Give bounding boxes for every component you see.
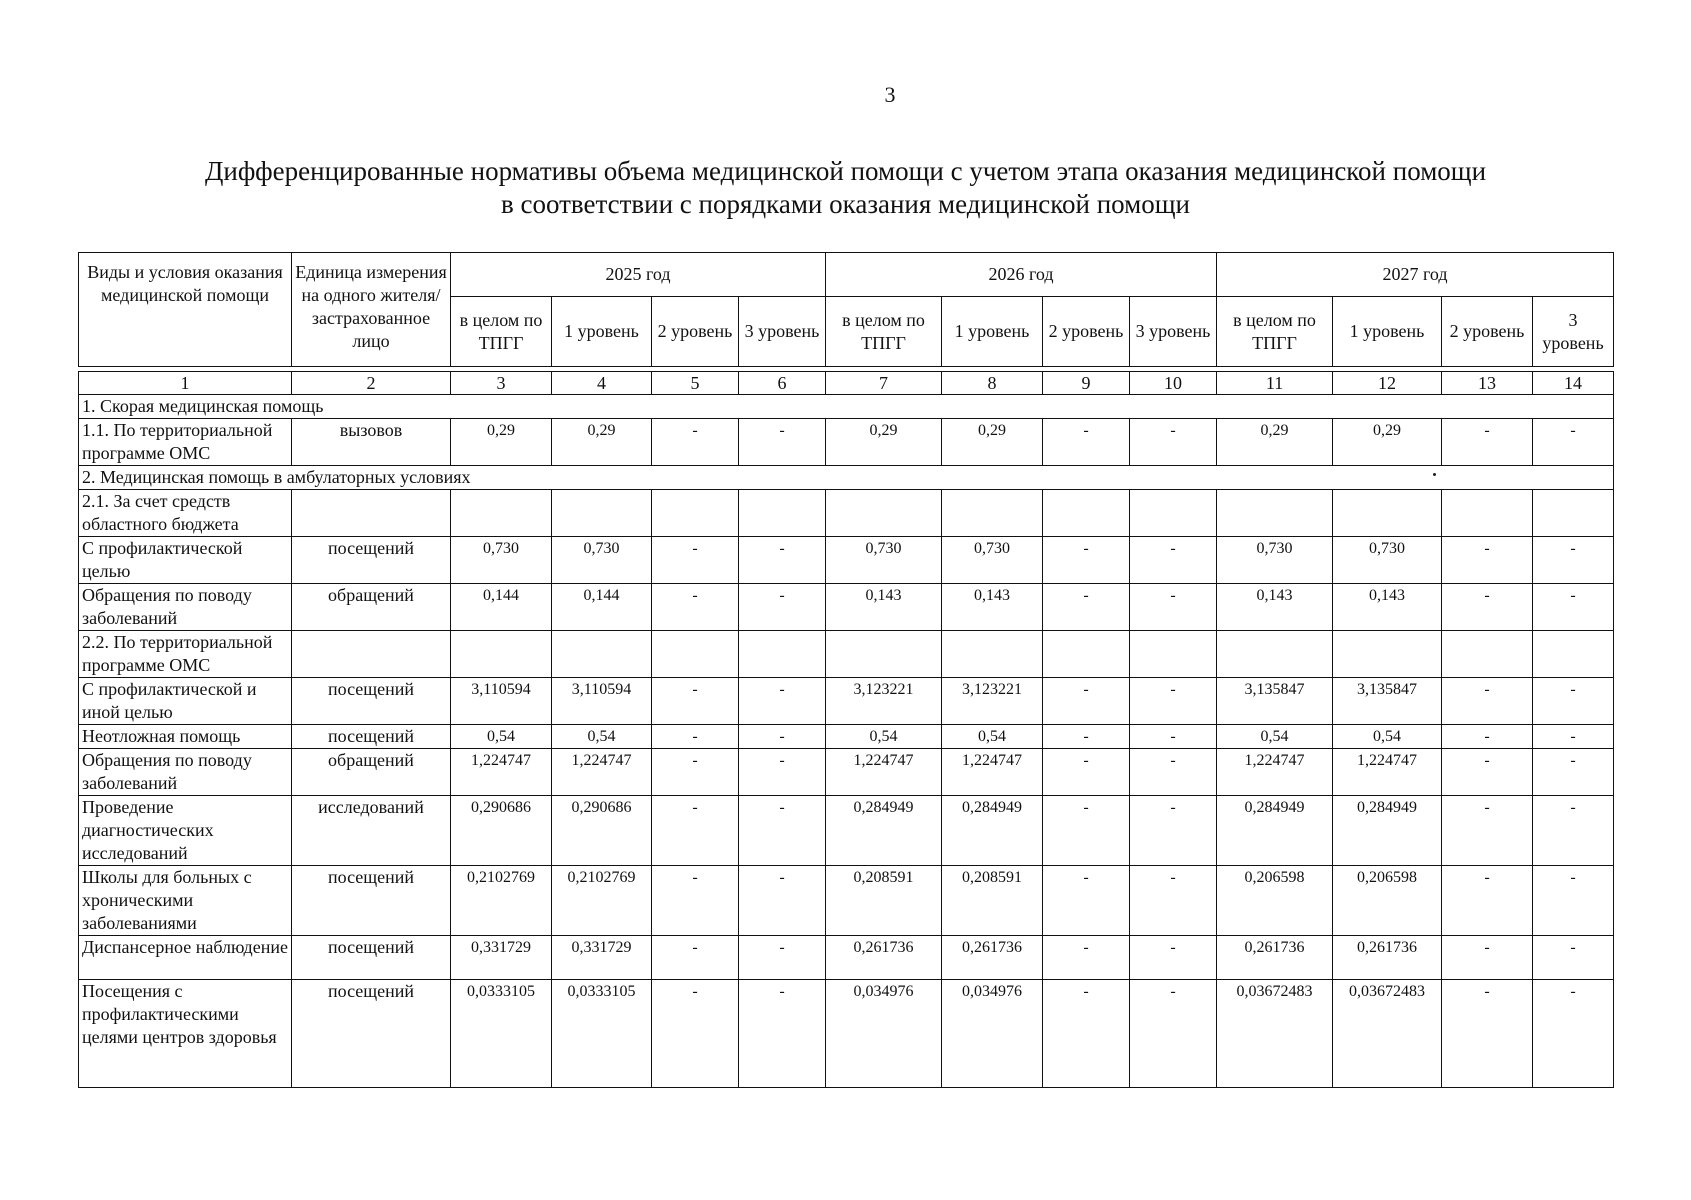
value-cell: -	[1130, 584, 1217, 631]
value-cell: -	[1442, 936, 1533, 980]
table-row	[79, 749, 1614, 796]
value-cell: -	[739, 980, 826, 1088]
table-row	[79, 419, 1614, 466]
header-year-2026: 2026 год	[826, 253, 1217, 297]
row-label: Обращения по поводу заболеваний	[79, 584, 292, 631]
value-cell: -	[1533, 936, 1614, 980]
value-cell: -	[1043, 537, 1130, 584]
value-cell: 1,224747	[1333, 749, 1442, 796]
value-cell: 0,143	[1333, 584, 1442, 631]
value-cell: -	[1130, 537, 1217, 584]
value-cell: 0,284949	[1217, 796, 1333, 866]
value-cell: -	[1442, 980, 1533, 1088]
table-row	[79, 678, 1614, 725]
value-cell: 0,284949	[1333, 796, 1442, 866]
value-cell	[826, 490, 942, 537]
row-label: Школы для больных с хроническими заболеваниями	[79, 866, 292, 936]
value-cell: 0,261736	[826, 936, 942, 980]
value-cell	[1217, 631, 1333, 678]
value-cell: -	[1130, 796, 1217, 866]
value-cell: -	[1442, 866, 1533, 936]
header-row-years	[79, 253, 1614, 297]
row-unit: посещений	[292, 980, 451, 1088]
header-sub: 1 уровень	[942, 297, 1043, 367]
value-cell: 3,123221	[826, 678, 942, 725]
value-cell	[652, 631, 739, 678]
value-cell: -	[1043, 936, 1130, 980]
table-container	[78, 252, 1613, 1088]
header-sub: в целом по ТПГГ	[826, 297, 942, 367]
value-cell: 0,54	[1333, 725, 1442, 749]
column-number: 13	[1442, 372, 1533, 395]
value-cell: -	[1130, 749, 1217, 796]
value-cell	[451, 490, 552, 537]
value-cell	[1533, 490, 1614, 537]
column-number: 3	[451, 372, 552, 395]
value-cell: 0,331729	[552, 936, 652, 980]
value-cell	[451, 631, 552, 678]
row-unit: исследований	[292, 796, 451, 866]
value-cell: 3,110594	[451, 678, 552, 725]
header-sub: 1 уровень	[1333, 297, 1442, 367]
row-label: Диспансерное наблюдение	[79, 936, 292, 980]
value-cell: 0,2102769	[451, 866, 552, 936]
table-row	[79, 725, 1614, 749]
row-label: С профилактической и иной целью	[79, 678, 292, 725]
value-cell: -	[652, 749, 739, 796]
value-cell	[1130, 631, 1217, 678]
value-cell: 0,54	[552, 725, 652, 749]
value-cell: 0,143	[1217, 584, 1333, 631]
column-number: 7	[826, 372, 942, 395]
value-cell: 3,123221	[942, 678, 1043, 725]
value-cell: -	[1533, 419, 1614, 466]
row-unit: посещений	[292, 866, 451, 936]
value-cell: -	[652, 980, 739, 1088]
column-numbers-row	[79, 372, 1614, 395]
value-cell: 0,54	[1217, 725, 1333, 749]
value-cell: -	[739, 537, 826, 584]
value-cell: 0,29	[942, 419, 1043, 466]
value-cell	[1333, 631, 1442, 678]
value-cell: -	[652, 678, 739, 725]
table-row	[79, 936, 1614, 980]
value-cell: -	[1533, 725, 1614, 749]
table-row	[79, 796, 1614, 866]
value-cell: -	[739, 678, 826, 725]
value-cell: -	[739, 796, 826, 866]
column-number: 12	[1333, 372, 1442, 395]
value-cell: 1,224747	[451, 749, 552, 796]
value-cell	[942, 631, 1043, 678]
value-cell: 1,224747	[552, 749, 652, 796]
row-label: Проведение диагностических исследований	[79, 796, 292, 866]
value-cell: -	[652, 796, 739, 866]
value-cell: -	[1533, 584, 1614, 631]
value-cell: -	[1442, 678, 1533, 725]
value-cell: 0,54	[942, 725, 1043, 749]
value-cell: 0,261736	[1333, 936, 1442, 980]
row-unit	[292, 631, 451, 678]
value-cell: 0,730	[1217, 537, 1333, 584]
value-cell: -	[1043, 866, 1130, 936]
value-cell: 0,034976	[942, 980, 1043, 1088]
value-cell: 3,135847	[1217, 678, 1333, 725]
row-unit	[292, 490, 451, 537]
value-cell: -	[739, 584, 826, 631]
value-cell: 0,143	[826, 584, 942, 631]
title-line-2: в соответствии с порядками оказания медицинской помощи	[501, 189, 1190, 219]
value-cell: -	[739, 749, 826, 796]
value-cell	[552, 490, 652, 537]
column-number: 9	[1043, 372, 1130, 395]
value-cell: 1,224747	[1217, 749, 1333, 796]
value-cell: 0,29	[826, 419, 942, 466]
table-row	[79, 631, 1614, 678]
value-cell: 0,2102769	[552, 866, 652, 936]
section-row	[79, 466, 1614, 490]
header-sub: 3 уровень	[1533, 297, 1614, 367]
row-label: Посещения с профилактическими целями центров здоровья	[79, 980, 292, 1088]
value-cell: -	[1043, 980, 1130, 1088]
row-label: 2.2. По территориальной программе ОМС	[79, 631, 292, 678]
section-label: 2. Медицинская помощь в амбулаторных условиях	[79, 466, 1614, 490]
column-number: 6	[739, 372, 826, 395]
row-unit: посещений	[292, 678, 451, 725]
value-cell: 0,208591	[942, 866, 1043, 936]
value-cell: 0,730	[552, 537, 652, 584]
value-cell: -	[1533, 796, 1614, 866]
value-cell: 0,261736	[1217, 936, 1333, 980]
value-cell: 0,29	[451, 419, 552, 466]
value-cell: 3,110594	[552, 678, 652, 725]
value-cell: 3,135847	[1333, 678, 1442, 725]
value-cell: -	[1533, 678, 1614, 725]
value-cell: 0,144	[552, 584, 652, 631]
value-cell: 0,290686	[552, 796, 652, 866]
scan-speck	[1433, 473, 1436, 476]
value-cell	[1217, 490, 1333, 537]
value-cell: -	[1130, 725, 1217, 749]
header-year-2025: 2025 год	[451, 253, 826, 297]
value-cell	[1043, 631, 1130, 678]
section-row	[79, 395, 1614, 419]
value-cell: -	[1130, 866, 1217, 936]
value-cell: -	[652, 866, 739, 936]
value-cell: 0,284949	[942, 796, 1043, 866]
value-cell: 0,54	[451, 725, 552, 749]
value-cell: 1,224747	[942, 749, 1043, 796]
value-cell: -	[652, 936, 739, 980]
row-unit: посещений	[292, 725, 451, 749]
value-cell: 0,034976	[826, 980, 942, 1088]
column-number: 5	[652, 372, 739, 395]
row-label: 1.1. По территориальной программе ОМС	[79, 419, 292, 466]
value-cell: 0,03672483	[1333, 980, 1442, 1088]
value-cell: -	[1043, 678, 1130, 725]
value-cell: 0,730	[451, 537, 552, 584]
value-cell	[942, 490, 1043, 537]
value-cell: -	[739, 725, 826, 749]
value-cell: -	[1442, 749, 1533, 796]
row-unit: вызовов	[292, 419, 451, 466]
value-cell: 0,261736	[942, 936, 1043, 980]
value-cell	[1333, 490, 1442, 537]
header-sub: 2 уровень	[652, 297, 739, 367]
value-cell	[1043, 490, 1130, 537]
column-number: 1	[79, 372, 292, 395]
value-cell: -	[1442, 537, 1533, 584]
table-row	[79, 537, 1614, 584]
value-cell: 0,29	[1333, 419, 1442, 466]
value-cell: -	[739, 419, 826, 466]
value-cell: -	[739, 936, 826, 980]
value-cell: -	[1533, 749, 1614, 796]
value-cell: 0,206598	[1217, 866, 1333, 936]
header-kind: Виды и условия оказания медицинской помощи	[79, 253, 292, 367]
row-label: Обращения по поводу заболеваний	[79, 749, 292, 796]
value-cell	[1130, 490, 1217, 537]
value-cell: 0,54	[826, 725, 942, 749]
row-label: 2.1. За счет средств областного бюджета	[79, 490, 292, 537]
header-sub: 1 уровень	[552, 297, 652, 367]
value-cell: 0,331729	[451, 936, 552, 980]
norms-table	[78, 252, 1614, 1088]
value-cell: 0,0333105	[451, 980, 552, 1088]
value-cell: -	[1043, 584, 1130, 631]
section-label: 1. Скорая медицинская помощь	[79, 395, 1614, 419]
column-number: 10	[1130, 372, 1217, 395]
header-sub: 2 уровень	[1442, 297, 1533, 367]
value-cell: -	[1442, 725, 1533, 749]
value-cell	[1442, 631, 1533, 678]
value-cell: -	[1442, 796, 1533, 866]
value-cell: 0,208591	[826, 866, 942, 936]
row-label: С профилактической целью	[79, 537, 292, 584]
header-sub: 2 уровень	[1043, 297, 1130, 367]
column-number: 4	[552, 372, 652, 395]
document-title	[0, 155, 1691, 221]
value-cell: -	[739, 866, 826, 936]
value-cell	[652, 490, 739, 537]
value-cell: -	[1533, 537, 1614, 584]
value-cell: 0,284949	[826, 796, 942, 866]
table-row	[79, 584, 1614, 631]
header-sub: в целом по ТПГГ	[1217, 297, 1333, 367]
value-cell: 0,29	[552, 419, 652, 466]
value-cell: -	[652, 725, 739, 749]
value-cell: -	[1130, 936, 1217, 980]
value-cell: 0,730	[826, 537, 942, 584]
header-sub: 3 уровень	[739, 297, 826, 367]
value-cell	[1442, 490, 1533, 537]
header-year-2027: 2027 год	[1217, 253, 1614, 297]
value-cell: -	[1043, 796, 1130, 866]
column-number: 8	[942, 372, 1043, 395]
column-number: 14	[1533, 372, 1614, 395]
table-row	[79, 980, 1614, 1088]
column-number: 11	[1217, 372, 1333, 395]
value-cell	[739, 490, 826, 537]
value-cell	[739, 631, 826, 678]
value-cell: 0,0333105	[552, 980, 652, 1088]
table-row	[79, 490, 1614, 537]
column-number: 2	[292, 372, 451, 395]
value-cell: 0,143	[942, 584, 1043, 631]
value-cell: 0,730	[1333, 537, 1442, 584]
value-cell: 0,144	[451, 584, 552, 631]
header-sub: в целом по ТПГГ	[451, 297, 552, 367]
row-label: Неотложная помощь	[79, 725, 292, 749]
value-cell: -	[1533, 866, 1614, 936]
value-cell: -	[1442, 584, 1533, 631]
table-body	[79, 253, 1614, 1088]
value-cell	[826, 631, 942, 678]
value-cell	[1533, 631, 1614, 678]
value-cell: -	[1130, 419, 1217, 466]
value-cell: 0,03672483	[1217, 980, 1333, 1088]
value-cell: -	[1043, 749, 1130, 796]
value-cell: -	[1533, 980, 1614, 1088]
value-cell: -	[1130, 980, 1217, 1088]
value-cell: -	[1442, 419, 1533, 466]
value-cell: -	[1043, 725, 1130, 749]
page-number: 3	[884, 82, 896, 107]
value-cell: 0,29	[1217, 419, 1333, 466]
value-cell: -	[1043, 419, 1130, 466]
row-unit: посещений	[292, 537, 451, 584]
value-cell: 0,206598	[1333, 866, 1442, 936]
value-cell: -	[652, 584, 739, 631]
header-sub: 3 уровень	[1130, 297, 1217, 367]
value-cell: 0,730	[942, 537, 1043, 584]
value-cell: 1,224747	[826, 749, 942, 796]
value-cell: 0,290686	[451, 796, 552, 866]
row-unit: обращений	[292, 749, 451, 796]
value-cell: -	[652, 537, 739, 584]
header-unit: Единица измерения на одного жителя/ застрахованное лицо	[292, 253, 451, 367]
value-cell: -	[1130, 678, 1217, 725]
table-row	[79, 866, 1614, 936]
value-cell	[552, 631, 652, 678]
value-cell: -	[652, 419, 739, 466]
title-line-1: Дифференцированные нормативы объема медицинской помощи с учетом этапа оказания медицинской помощи	[204, 156, 1487, 186]
row-unit: посещений	[292, 936, 451, 980]
row-unit: обращений	[292, 584, 451, 631]
